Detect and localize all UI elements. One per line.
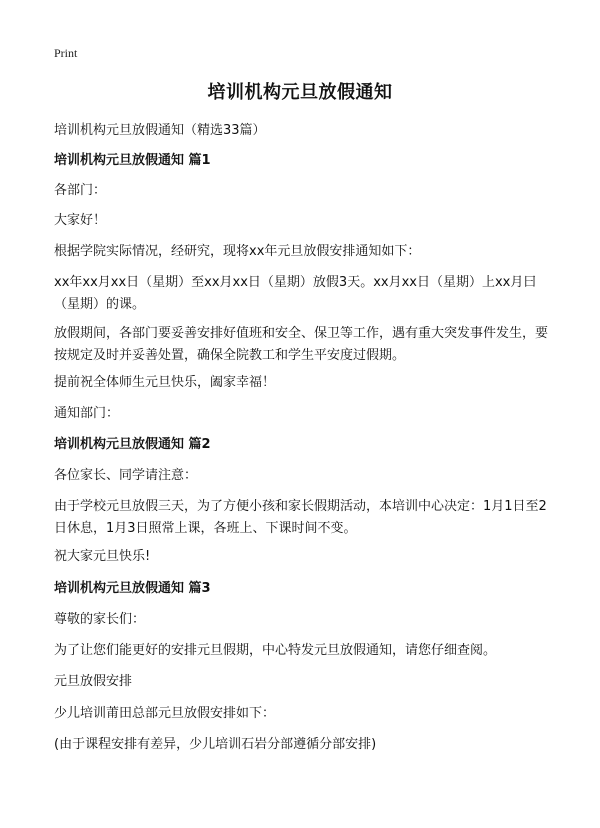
print-link[interactable]: Print bbox=[54, 46, 78, 60]
section1-hello: 大家好！ bbox=[54, 213, 107, 228]
section3-paragraph: (由于课程安排有差异，少儿培训石岩分部遵循分部安排) bbox=[54, 737, 377, 752]
section3-paragraph: 少儿培训莆田总部元旦放假安排如下： bbox=[54, 706, 276, 721]
section2-paragraph: 由于学校元旦放假三天，为了方便小孩和家长假期活动，本培训中心决定：1月1日至2日休息，1月3日照常上课，各班上、下课时间不变。 bbox=[54, 499, 547, 536]
document-title: 培训机构元旦放假通知 bbox=[207, 82, 393, 103]
section1-paragraph: 放假期间，各部门要妥善安排好值班和安全、保卫等工作，遇有重大突发事件发生，要按规定及时并妥善处置，确保全院教工和学生平安度过假期。 bbox=[54, 326, 549, 363]
section1-greeting: 各部门： bbox=[54, 183, 107, 198]
section1-heading: 培训机构元旦放假通知 篇1 bbox=[54, 153, 211, 168]
section3-heading: 培训机构元旦放假通知 篇3 bbox=[54, 581, 211, 596]
section2-paragraph: 祝大家元旦快乐! bbox=[54, 549, 151, 564]
section2-heading: 培训机构元旦放假通知 篇2 bbox=[54, 437, 211, 452]
section1-paragraph: xx年xx月xx日（星期）至xx月xx日（星期）放假3天。xx月xx日（星期）上xx月曰（星期）的课。 bbox=[54, 275, 537, 312]
section3-paragraph: 元旦放假安排 bbox=[54, 674, 133, 689]
section3-greeting: 尊敬的家长们： bbox=[54, 612, 146, 627]
section1-signoff: 通知部门： bbox=[54, 406, 120, 421]
section3-paragraph: 为了让您们能更好的安排元旦假期，中心特发元旦放假通知，请您仔细查阅。 bbox=[54, 643, 497, 658]
document-subtitle: 培训机构元旦放假通知（精选33篇） bbox=[54, 123, 266, 138]
section1-paragraph: 根据学院实际情况，经研究，现将xx年元旦放假安排通知如下： bbox=[54, 244, 421, 259]
section2-greeting: 各位家长、同学请注意： bbox=[54, 468, 198, 483]
section1-paragraph: 提前祝全体师生元旦快乐，阖家幸福！ bbox=[54, 375, 276, 390]
